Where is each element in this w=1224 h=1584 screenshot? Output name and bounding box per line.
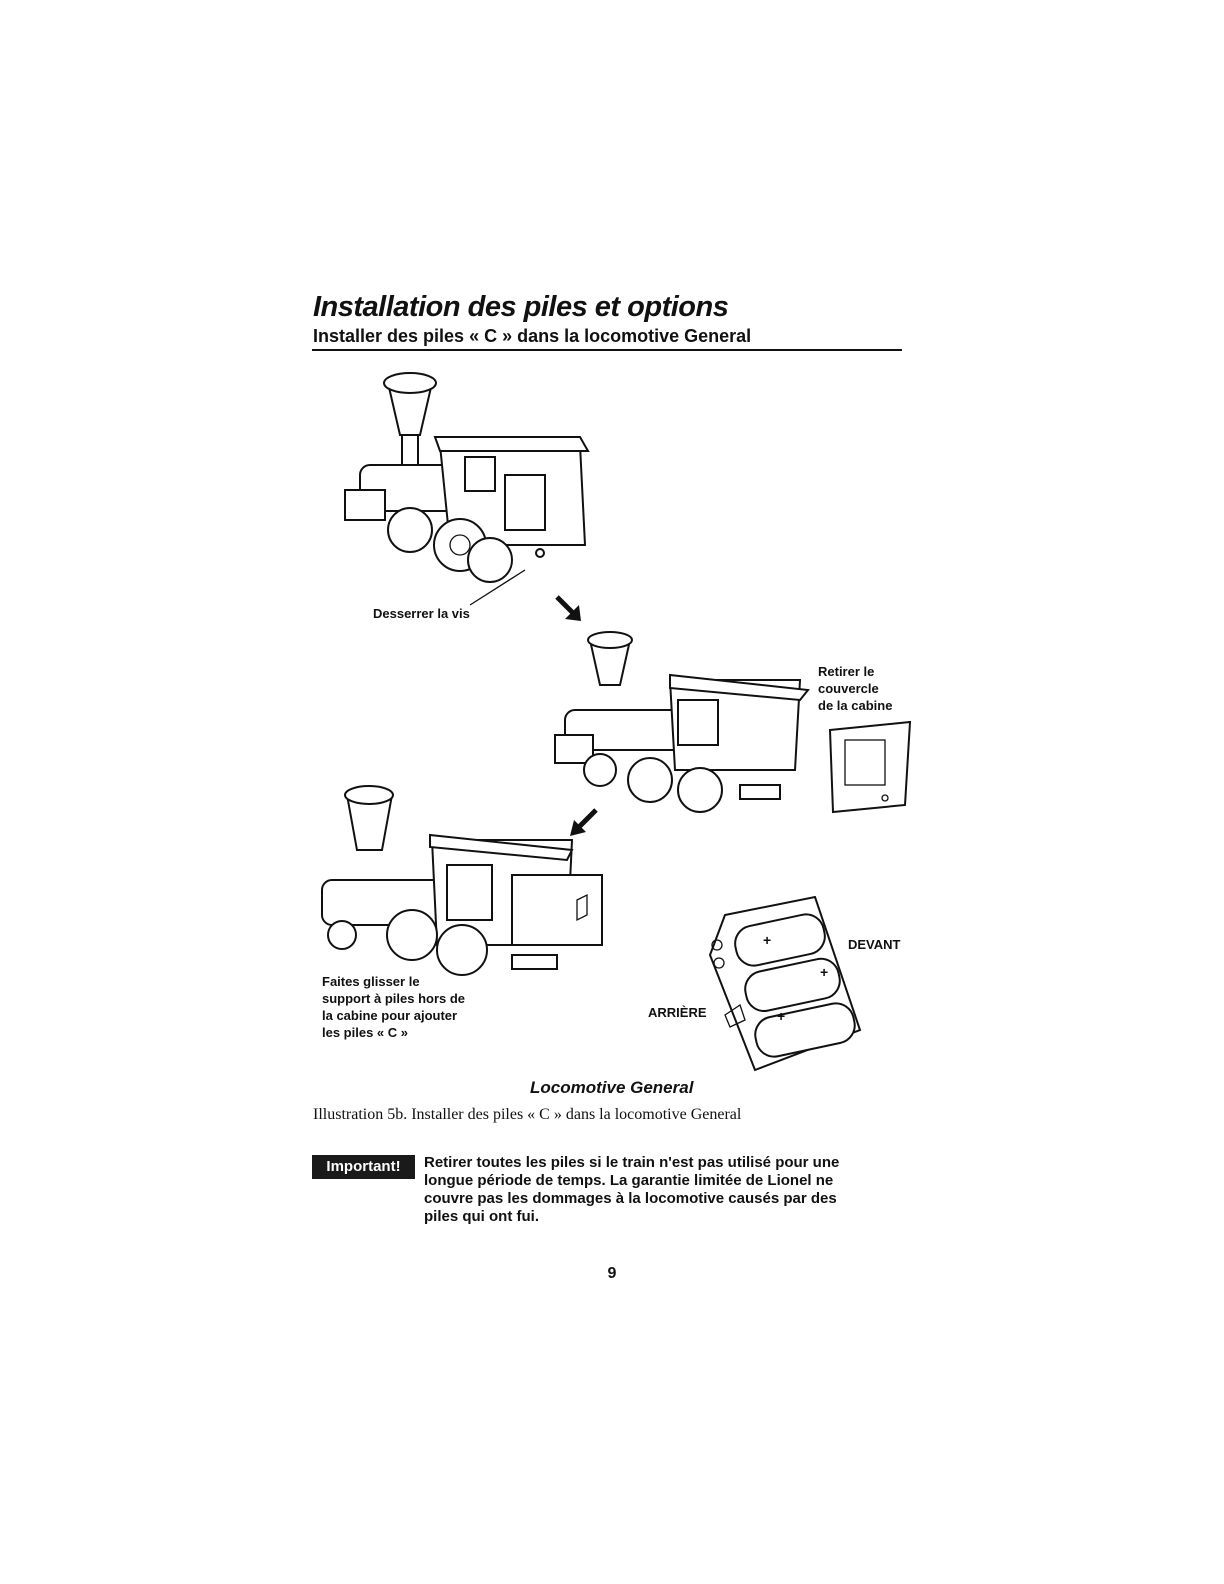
page-number: 9 — [607, 1265, 617, 1282]
svg-text:+: + — [763, 932, 772, 948]
locomotive-illustration-3 — [312, 785, 612, 985]
label-back: ARRIÈRE — [648, 1005, 707, 1020]
section-subtitle: Installer des piles « C » dans la locomotive General — [313, 326, 752, 346]
important-text: Retirer toutes les piles si le train n'est pas utilisé pour une longue période de temps. La garantie limitée de Lionel ne couvre pas les dommages à la locomotive causés par des piles qui ont fui. — [424, 1154, 840, 1225]
battery-holder-illustration — [695, 895, 870, 1075]
page-title: Installation des piles et options — [313, 291, 729, 323]
header-rule — [312, 349, 902, 351]
svg-text:+: + — [820, 964, 829, 980]
cab-cover-illustration — [825, 720, 915, 815]
locomotive-illustration-1 — [340, 365, 600, 595]
label-front: DEVANT — [848, 937, 901, 952]
label-loosen-screw: Desserrer la vis — [373, 606, 470, 621]
important-badge: Important! — [312, 1155, 415, 1179]
arrow-icon — [555, 595, 585, 625]
figure-title: Locomotive General — [530, 1078, 694, 1097]
label-slide-holder: Faites glisser le support à piles hors de la cabine pour ajouter les piles « C » — [322, 974, 466, 1040]
svg-text:+: + — [777, 1008, 786, 1024]
figure-caption: Illustration 5b. Installer des piles « C » dans la locomotive General — [313, 1106, 742, 1123]
label-remove-cover: Retirer le couvercle de la cabine — [818, 664, 893, 713]
